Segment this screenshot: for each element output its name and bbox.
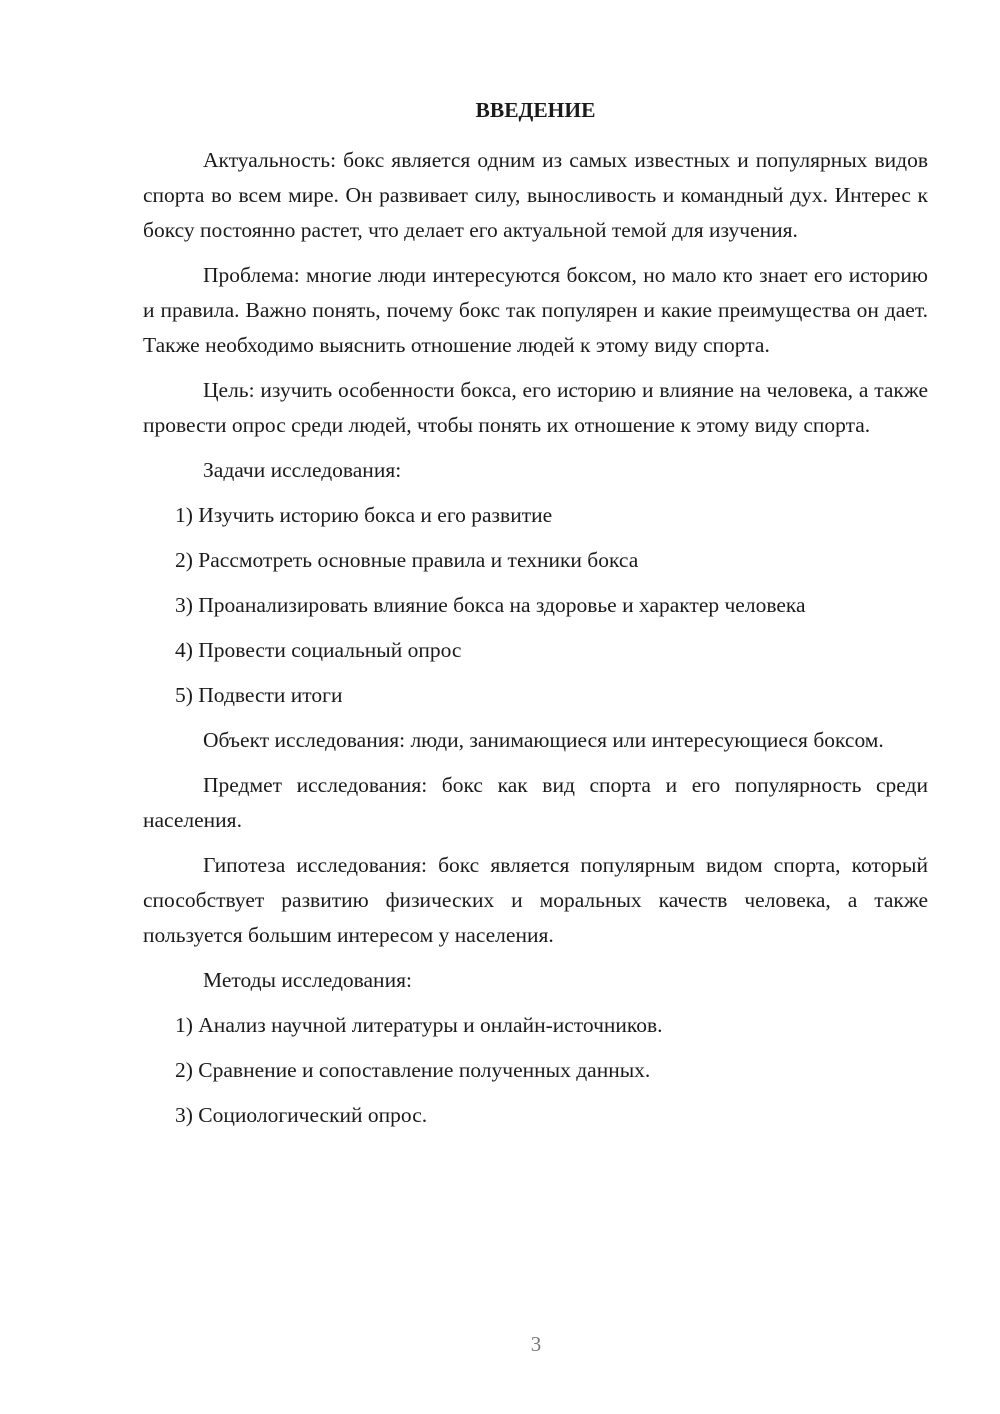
subject-paragraph: Предмет исследования: бокс как вид спорта и его популярность среди населения. xyxy=(143,773,928,832)
task-item: 5) Подвести итоги xyxy=(175,683,343,707)
tasks-heading: Задачи исследования: xyxy=(203,458,402,482)
hypothesis-paragraph: Гипотеза исследования: бокс является популярным видом спорта, который способствует развитию физических и моральных качеств человека, а также пользуется большим интересом у населения. xyxy=(143,853,928,947)
method-item: 1) Анализ научной литературы и онлайн-источников. xyxy=(175,1013,663,1037)
method-item: 2) Сравнение и сопоставление полученных данных. xyxy=(175,1058,651,1082)
task-item: 3) Проанализировать влияние бокса на здоровье и характер человека xyxy=(175,593,806,617)
goal-paragraph: Цель: изучить особенности бокса, его историю и влияние на человека, а также провести опрос среди людей, чтобы понять их отношение к этому виду спорта. xyxy=(143,378,928,437)
task-item: 1) Изучить историю бокса и его развитие xyxy=(175,503,553,527)
task-item: 2) Рассмотреть основные правила и техники бокса xyxy=(175,548,639,572)
object-paragraph: Объект исследования: люди, занимающиеся или интересующиеся боксом. xyxy=(203,728,884,752)
page-number: 3 xyxy=(530,1332,542,1356)
relevance-paragraph: Актуальность: бокс является одним из самых известных и популярных видов спорта во всем мире. Он развивает силу, выносливость и командный дух. Интерес к боксу постоянно растет, что делает его актуальной темой для изучения. xyxy=(143,148,928,242)
methods-heading: Методы исследования: xyxy=(203,968,412,992)
task-item: 4) Провести социальный опрос xyxy=(175,638,462,662)
document-page xyxy=(143,93,928,1143)
problem-paragraph: Проблема: многие люди интересуются боксом, но мало кто знает его историю и правила. Важно понять, почему бокс так популярен и какие преимущества он дает. Также необходимо выяснить отношение людей к этому виду спорта. xyxy=(143,263,928,357)
method-item: 3) Социологический опрос. xyxy=(175,1103,428,1127)
page-title: ВВЕДЕНИЕ xyxy=(475,98,596,122)
